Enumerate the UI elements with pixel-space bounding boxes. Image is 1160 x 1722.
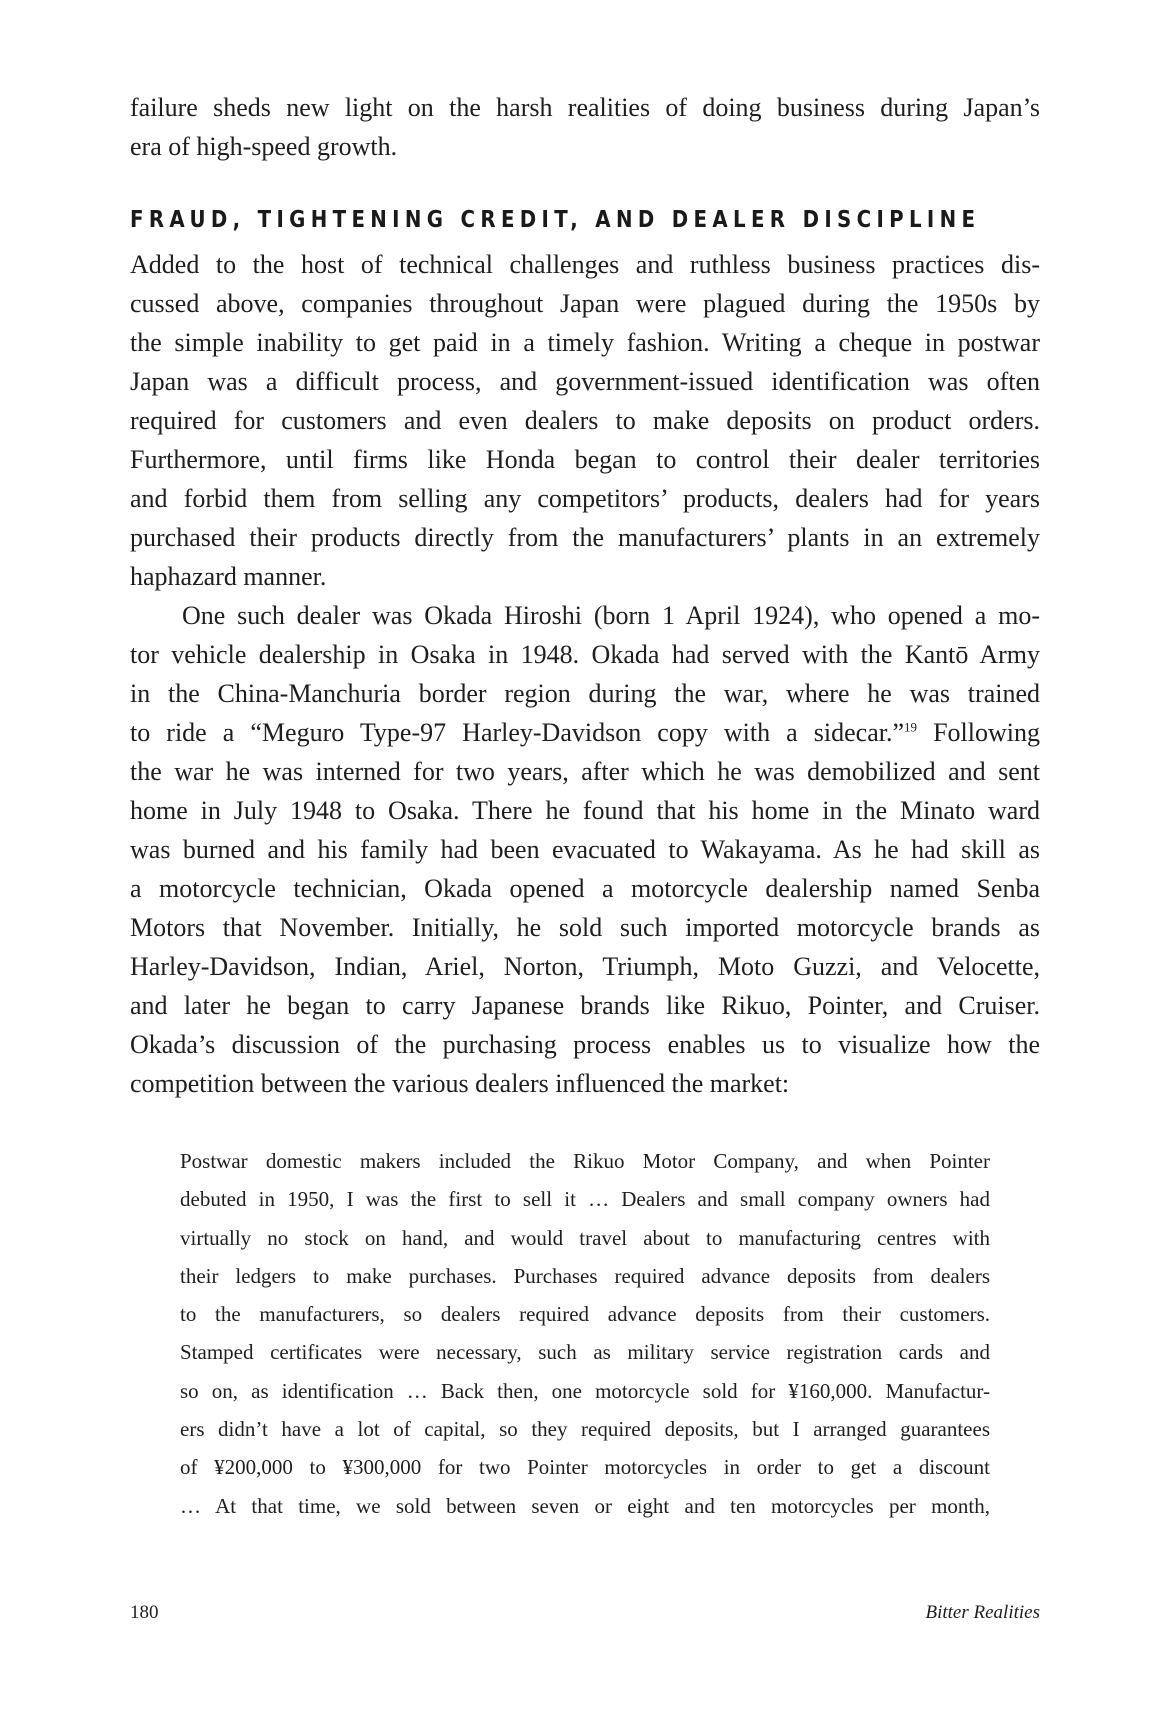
text-line: competition between the various dealers influenced the market: bbox=[130, 1069, 790, 1098]
text-line: Japan was a difficult process, and government-issued identification was often bbox=[130, 367, 1040, 396]
text-line: cussed above, companies throughout Japan were plagued during the 1950s by bbox=[130, 289, 1040, 318]
text-line: the simple inability to get paid in a timely fashion. Writing a cheque in postwar bbox=[130, 328, 1040, 357]
page-number: 180 bbox=[130, 1602, 159, 1623]
quote-line: ers didn’t have a lot of capital, so they required deposits, but I arranged guarantees bbox=[180, 1417, 990, 1442]
paragraph-2 bbox=[130, 596, 1040, 1103]
paragraph-1 bbox=[130, 245, 1040, 596]
text-line: in the China-Manchuria border region during the war, where he was trained bbox=[130, 679, 1040, 708]
quote-line: of ¥200,000 to ¥300,000 for two Pointer motorcycles in order to get a discount bbox=[180, 1455, 990, 1480]
section-body bbox=[130, 245, 1040, 1103]
quote-line: virtually no stock on hand, and would travel about to manufacturing centres with bbox=[180, 1225, 990, 1250]
text-line: home in July 1948 to Osaka. There he found that his home in the Minato ward bbox=[130, 796, 1040, 825]
block-quote bbox=[180, 1142, 990, 1525]
quote-line: Postwar domestic makers included the Rikuo Motor Company, and when Pointer bbox=[180, 1149, 990, 1173]
text-line: haphazard manner. bbox=[130, 562, 327, 591]
text-line-with-footnote bbox=[130, 713, 1040, 752]
section-heading: FRAUD, TIGHTENING CREDIT, AND DEALER DISCIPLINE bbox=[130, 207, 981, 233]
text-line: era of high-speed growth. bbox=[130, 132, 398, 161]
text-line: Motors that November. Initially, he sold such imported motorcycle brands as bbox=[130, 913, 1040, 942]
quote-line: debuted in 1950, I was the first to sell it … Dealers and small company owners had bbox=[180, 1187, 990, 1212]
text-line: was burned and his family had been evacuated to Wakayama. As he had skill as bbox=[130, 835, 1040, 864]
running-head: Bitter Realities bbox=[925, 1602, 1040, 1623]
text-fragment: Following bbox=[917, 718, 1040, 747]
text-line: a motorcycle technician, Okada opened a motorcycle dealership named Senba bbox=[130, 874, 1040, 903]
text-line: tor vehicle dealership in Osaka in 1948. Okada had served with the Kantō Army bbox=[130, 640, 1040, 669]
text-line: the war he was interned for two years, after which he was demobilized and sent bbox=[130, 757, 1040, 786]
text-fragment: to ride a “Meguro Type-97 Harley-Davidson copy with a sidecar.” bbox=[130, 718, 905, 747]
quote-line: so on, as identification … Back then, one motorcycle sold for ¥160,000. Manufactur- bbox=[180, 1378, 990, 1403]
page-footer bbox=[130, 1598, 1040, 1628]
text-line: and forbid them from selling any competitors’ products, dealers had for years bbox=[130, 484, 1040, 513]
quote-line: their ledgers to make purchases. Purchases required advance deposits from dealers bbox=[180, 1263, 990, 1288]
quote-line: to the manufacturers, so dealers required advance deposits from their customers. bbox=[180, 1302, 990, 1327]
quote-line: … At that time, we sold between seven or eight and ten motorcycles per month, bbox=[180, 1493, 990, 1518]
quote-line: Stamped certificates were necessary, such as military service registration cards and bbox=[180, 1340, 990, 1365]
text-line: and later he began to carry Japanese brands like Rikuo, Pointer, and Cruiser. bbox=[130, 991, 1040, 1020]
text-line: Harley-Davidson, Indian, Ariel, Norton, Triumph, Moto Guzzi, and Velocette, bbox=[130, 952, 1040, 981]
text-line: Okada’s discussion of the purchasing process enables us to visualize how the bbox=[130, 1030, 1040, 1059]
text-line: One such dealer was Okada Hiroshi (born 1 April 1924), who opened a mo- bbox=[182, 601, 1040, 630]
text-line: Added to the host of technical challenges and ruthless business practices dis- bbox=[130, 250, 1040, 279]
text-line: Furthermore, until firms like Honda began to control their dealer territories bbox=[130, 445, 1040, 474]
intro-paragraph bbox=[130, 88, 1040, 166]
text-line: purchased their products directly from the manufacturers’ plants in an extremely bbox=[130, 523, 1040, 552]
footnote-marker[interactable]: 19 bbox=[904, 719, 918, 735]
text-line: required for customers and even dealers to make deposits on product orders. bbox=[130, 406, 1040, 435]
text-line: failure sheds new light on the harsh realities of doing business during Japan’s bbox=[130, 93, 1040, 122]
